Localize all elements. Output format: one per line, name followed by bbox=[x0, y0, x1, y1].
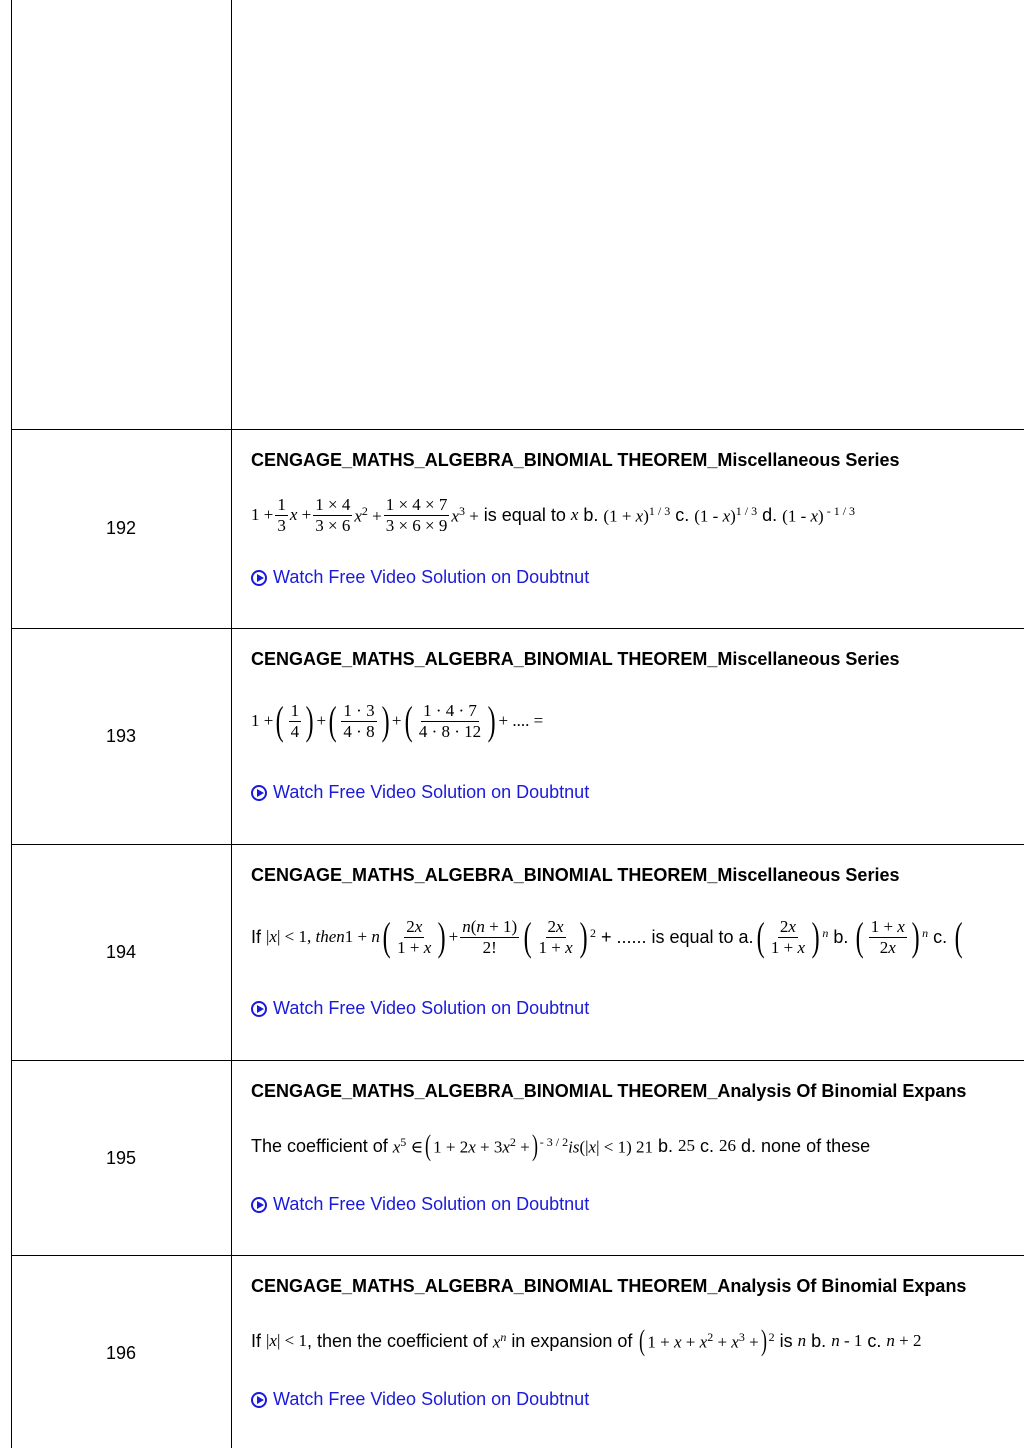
question-number: 194 bbox=[105, 942, 137, 962]
table-row bbox=[11, 628, 1024, 845]
question-text: 1 + $\frac{1}{3}$ x + $\frac{1 \times 4}{3 \times 6}$ $x^2$ + $\frac{1 \times 4 \times 7}{3 \times 6 \times 9}$ $x^3$ + is equal to x b. $(1 + x)^{1 / 3}$ c. (1 - x)$^{1 / 3}$ d. (1 - x) $^{- 1 / 3}$ bbox=[251, 495, 856, 535]
question-number: 192 bbox=[105, 518, 137, 538]
play-circle-icon bbox=[251, 570, 267, 586]
watch-video-link[interactable]: Watch Free Video Solution on Doubtnut bbox=[251, 1389, 589, 1410]
question-text: 1 + ( $\frac{1}{4}$ ) + ( $\frac{1 \cdot 3}{4 \cdot 8}$ ) + ( $\frac{1 \cdot 4 \cdot 7}{4 \cdot 8 \cdot 12}$ ) + .... = bbox=[251, 698, 544, 744]
question-topic: CENGAGE_MATHS_ALGEBRA_BINOMIAL THEOREM_Miscellaneous Series bbox=[251, 649, 900, 669]
question-number: 193 bbox=[105, 726, 137, 746]
question-topic: CENGAGE_MATHS_ALGEBRA_BINOMIAL THEOREM_Miscellaneous Series bbox=[251, 450, 900, 470]
play-circle-icon bbox=[251, 1197, 267, 1213]
table-row-empty bbox=[11, 0, 1024, 430]
watch-video-link[interactable]: Watch Free Video Solution on Doubtnut bbox=[251, 998, 589, 1019]
question-text: If |x| < 1 , then the coefficient of $x^n$ in expansion of ( $1 + x + x^2 + x^3$ + ) $^2$ is n b. n - 1 c. n + 2 bbox=[251, 1324, 922, 1357]
watch-video-link[interactable]: Watch Free Video Solution on Doubtnut bbox=[251, 567, 589, 588]
play-circle-icon bbox=[251, 785, 267, 801]
play-circle-icon bbox=[251, 1392, 267, 1408]
table-row bbox=[11, 1255, 1024, 1448]
watch-video-link[interactable]: Watch Free Video Solution on Doubtnut bbox=[251, 782, 589, 803]
question-text: If |x| < 1, then1 + n ( $\frac{2x}{1 + x}$ ) + $\frac{n(n + 1)}{2!}$ ( $\frac{2x}{1 + x}$ ) $^2$ + ...... is equal to a. ( $\frac{2x}{1 + x}$ ) $^n$ b. ( $\frac{1 + x}{2x}$ ) $^n$ c. ( bbox=[251, 914, 963, 960]
play-circle-icon bbox=[251, 1001, 267, 1017]
question-text: The coefficient of $x^5$ ∈ ( $1 + 2x + 3x^2$ + ) $^{- 3 / 2}$is(|x| < 1) 21 b. 25 c. 26 d. none of these bbox=[251, 1129, 871, 1162]
question-topic: CENGAGE_MATHS_ALGEBRA_BINOMIAL THEOREM_Analysis Of Binomial Expans bbox=[251, 1081, 967, 1101]
question-number: 196 bbox=[105, 1343, 137, 1363]
question-number: 195 bbox=[105, 1148, 137, 1168]
question-topic: CENGAGE_MATHS_ALGEBRA_BINOMIAL THEOREM_Miscellaneous Series bbox=[251, 865, 900, 885]
table-row bbox=[11, 429, 1024, 629]
table-row bbox=[11, 1060, 1024, 1256]
table-row bbox=[11, 844, 1024, 1061]
question-topic: CENGAGE_MATHS_ALGEBRA_BINOMIAL THEOREM_Analysis Of Binomial Expans bbox=[251, 1276, 967, 1296]
watch-video-link[interactable]: Watch Free Video Solution on Doubtnut bbox=[251, 1194, 589, 1215]
